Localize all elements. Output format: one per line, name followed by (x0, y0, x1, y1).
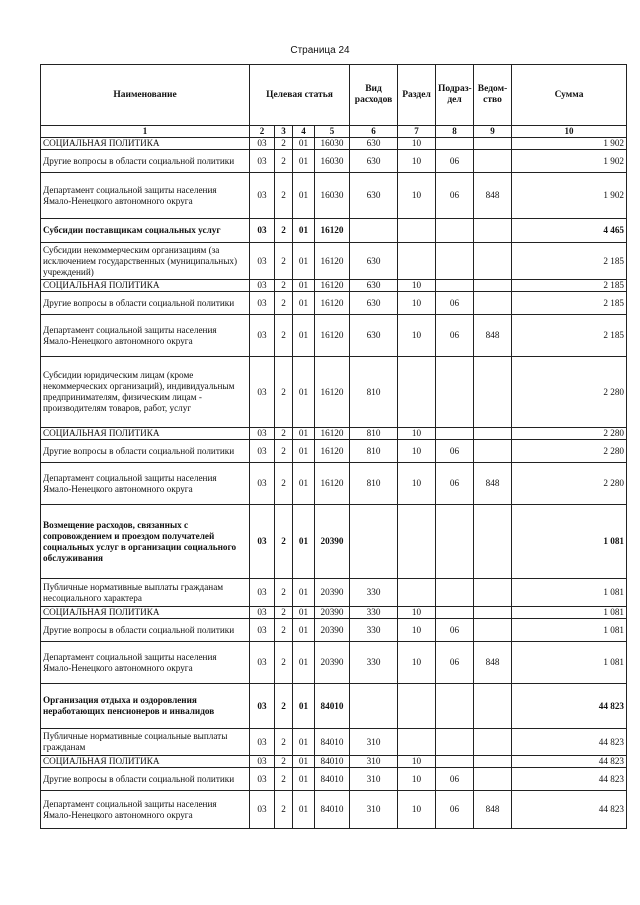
cell-code-2: 2 (275, 440, 293, 463)
cell-code-3: 01 (293, 173, 315, 219)
cell-vedomstvo (474, 292, 512, 315)
cell-vid: 630 (350, 173, 398, 219)
cell-razdel: 10 (398, 150, 436, 173)
table-row (41, 756, 627, 768)
cell-podrazdel (436, 357, 474, 428)
cell-code-4: 84010 (315, 684, 350, 729)
cell-podrazdel: 06 (436, 292, 474, 315)
cell-name: Департамент социальной защиты населения Ямало-Ненецкого автономного округа (41, 642, 250, 684)
cell-name: Субсидии юридическим лицам (кроме некоммерческих организаций), индивидуальным предпринимателям, физическим лицам - производителям товаров, работ, услуг (41, 357, 250, 428)
cell-vedomstvo (474, 505, 512, 579)
cell-podrazdel (436, 280, 474, 292)
cell-code-3: 01 (293, 292, 315, 315)
cell-podrazdel: 06 (436, 315, 474, 357)
cell-code-2: 2 (275, 138, 293, 150)
cell-podrazdel (436, 579, 474, 607)
cell-code-1: 03 (250, 173, 275, 219)
cell-code-4: 16030 (315, 138, 350, 150)
cell-podrazdel (436, 607, 474, 619)
cell-code-1: 03 (250, 428, 275, 440)
table-body (41, 138, 627, 829)
cell-vedomstvo: 848 (474, 642, 512, 684)
cell-summa: 44 823 (512, 756, 627, 768)
cell-code-3: 01 (293, 357, 315, 428)
cell-code-1: 03 (250, 280, 275, 292)
cell-name: СОЦИАЛЬНАЯ ПОЛИТИКА (41, 138, 250, 150)
cell-code-2: 2 (275, 315, 293, 357)
cell-code-4: 16120 (315, 219, 350, 243)
cell-code-4: 84010 (315, 756, 350, 768)
cell-code-3: 01 (293, 579, 315, 607)
cell-summa: 2 280 (512, 357, 627, 428)
cell-name: Департамент социальной защиты населения Ямало-Ненецкого автономного округа (41, 791, 250, 829)
cell-code-3: 01 (293, 791, 315, 829)
table-row (41, 357, 627, 428)
cell-code-1: 03 (250, 756, 275, 768)
cell-vedomstvo (474, 150, 512, 173)
cell-code-1: 03 (250, 357, 275, 428)
cell-code-4: 16030 (315, 150, 350, 173)
col-num: 3 (275, 126, 293, 138)
cell-name: Другие вопросы в области социальной политики (41, 440, 250, 463)
cell-vid: 330 (350, 579, 398, 607)
cell-name: СОЦИАЛЬНАЯ ПОЛИТИКА (41, 756, 250, 768)
cell-code-3: 01 (293, 684, 315, 729)
cell-code-3: 01 (293, 428, 315, 440)
cell-vedomstvo (474, 243, 512, 280)
col-num: 6 (350, 126, 398, 138)
cell-razdel: 10 (398, 607, 436, 619)
cell-code-4: 16120 (315, 315, 350, 357)
cell-code-2: 2 (275, 607, 293, 619)
cell-summa: 2 280 (512, 463, 627, 505)
cell-name: Другие вопросы в области социальной политики (41, 768, 250, 791)
header-podrazdel: Подраз-дел (436, 65, 474, 126)
cell-razdel (398, 505, 436, 579)
cell-summa: 44 823 (512, 791, 627, 829)
cell-summa: 2 185 (512, 292, 627, 315)
cell-summa: 44 823 (512, 729, 627, 756)
cell-code-3: 01 (293, 619, 315, 642)
cell-code-1: 03 (250, 642, 275, 684)
cell-summa: 4 465 (512, 219, 627, 243)
cell-code-3: 01 (293, 280, 315, 292)
cell-code-3: 01 (293, 463, 315, 505)
cell-vedomstvo (474, 138, 512, 150)
cell-code-3: 01 (293, 150, 315, 173)
col-num: 4 (293, 126, 315, 138)
table-row (41, 280, 627, 292)
table-row (41, 791, 627, 829)
col-num: 9 (474, 126, 512, 138)
cell-podrazdel (436, 505, 474, 579)
cell-podrazdel (436, 138, 474, 150)
cell-name: Другие вопросы в области социальной политики (41, 150, 250, 173)
cell-summa: 2 185 (512, 280, 627, 292)
table-row (41, 505, 627, 579)
cell-code-3: 01 (293, 243, 315, 280)
cell-razdel: 10 (398, 756, 436, 768)
cell-podrazdel: 06 (436, 791, 474, 829)
table-row (41, 243, 627, 280)
cell-code-2: 2 (275, 463, 293, 505)
cell-vid: 310 (350, 768, 398, 791)
cell-code-1: 03 (250, 607, 275, 619)
cell-summa: 2 280 (512, 428, 627, 440)
cell-razdel: 10 (398, 428, 436, 440)
cell-razdel: 10 (398, 768, 436, 791)
cell-summa: 1 081 (512, 619, 627, 642)
cell-summa: 1 081 (512, 579, 627, 607)
cell-name: Публичные нормативные социальные выплаты гражданам (41, 729, 250, 756)
header-summa: Сумма (512, 65, 627, 126)
table-row (41, 463, 627, 505)
cell-podrazdel (436, 243, 474, 280)
cell-vid: 630 (350, 243, 398, 280)
cell-razdel (398, 729, 436, 756)
cell-code-3: 01 (293, 729, 315, 756)
cell-vedomstvo (474, 619, 512, 642)
column-number-row (41, 126, 627, 138)
cell-podrazdel (436, 428, 474, 440)
cell-code-1: 03 (250, 619, 275, 642)
table-row (41, 607, 627, 619)
cell-code-1: 03 (250, 729, 275, 756)
cell-vedomstvo: 848 (474, 315, 512, 357)
cell-vid: 810 (350, 428, 398, 440)
cell-code-1: 03 (250, 243, 275, 280)
cell-code-2: 2 (275, 642, 293, 684)
cell-code-2: 2 (275, 768, 293, 791)
header-vedomstvo: Ведом-ство (474, 65, 512, 126)
cell-code-4: 20390 (315, 642, 350, 684)
cell-podrazdel: 06 (436, 642, 474, 684)
header-row (41, 65, 627, 126)
cell-name: Субсидии некоммерческим организациям (за исключением государственных (муниципальных) учреждений) (41, 243, 250, 280)
col-num: 10 (512, 126, 627, 138)
cell-code-1: 03 (250, 315, 275, 357)
cell-code-3: 01 (293, 219, 315, 243)
cell-vedomstvo (474, 428, 512, 440)
cell-name: СОЦИАЛЬНАЯ ПОЛИТИКА (41, 280, 250, 292)
cell-code-4: 16030 (315, 173, 350, 219)
cell-code-2: 2 (275, 428, 293, 440)
cell-code-1: 03 (250, 440, 275, 463)
cell-razdel (398, 243, 436, 280)
cell-name: Департамент социальной защиты населения Ямало-Ненецкого автономного округа (41, 315, 250, 357)
cell-code-4: 84010 (315, 729, 350, 756)
cell-code-3: 01 (293, 440, 315, 463)
cell-code-2: 2 (275, 219, 293, 243)
cell-summa: 1 081 (512, 642, 627, 684)
cell-code-3: 01 (293, 138, 315, 150)
cell-name: Другие вопросы в области социальной политики (41, 619, 250, 642)
cell-podrazdel (436, 756, 474, 768)
cell-podrazdel (436, 729, 474, 756)
table-row (41, 292, 627, 315)
cell-razdel: 10 (398, 791, 436, 829)
cell-vedomstvo: 848 (474, 791, 512, 829)
cell-vedomstvo (474, 768, 512, 791)
header-target: Целевая статья (250, 65, 350, 126)
cell-code-3: 01 (293, 505, 315, 579)
cell-summa: 1 081 (512, 505, 627, 579)
cell-razdel: 10 (398, 292, 436, 315)
cell-razdel: 10 (398, 440, 436, 463)
cell-name: Публичные нормативные выплаты гражданам несоциального характера (41, 579, 250, 607)
cell-vedomstvo (474, 357, 512, 428)
cell-podrazdel: 06 (436, 619, 474, 642)
cell-code-4: 16120 (315, 463, 350, 505)
cell-razdel (398, 357, 436, 428)
cell-code-2: 2 (275, 243, 293, 280)
cell-vid: 630 (350, 280, 398, 292)
cell-vedomstvo (474, 684, 512, 729)
table-row (41, 150, 627, 173)
table-row (41, 619, 627, 642)
cell-code-3: 01 (293, 315, 315, 357)
table-row (41, 642, 627, 684)
cell-code-3: 01 (293, 607, 315, 619)
cell-code-4: 16120 (315, 292, 350, 315)
cell-code-4: 16120 (315, 428, 350, 440)
cell-vid: 630 (350, 150, 398, 173)
cell-razdel (398, 579, 436, 607)
cell-vid: 630 (350, 292, 398, 315)
cell-vid: 630 (350, 138, 398, 150)
table-row (41, 440, 627, 463)
table-row (41, 219, 627, 243)
cell-podrazdel: 06 (436, 173, 474, 219)
cell-vid: 630 (350, 315, 398, 357)
col-num: 5 (315, 126, 350, 138)
cell-razdel: 10 (398, 619, 436, 642)
cell-vedomstvo (474, 280, 512, 292)
header-vid: Вид расходов (350, 65, 398, 126)
cell-vid: 310 (350, 729, 398, 756)
cell-code-2: 2 (275, 729, 293, 756)
col-num: 2 (250, 126, 275, 138)
cell-code-4: 20390 (315, 579, 350, 607)
cell-summa: 1 081 (512, 607, 627, 619)
table-row (41, 173, 627, 219)
cell-vedomstvo (474, 579, 512, 607)
cell-code-2: 2 (275, 173, 293, 219)
cell-code-4: 16120 (315, 243, 350, 280)
cell-code-3: 01 (293, 642, 315, 684)
cell-code-2: 2 (275, 684, 293, 729)
cell-razdel: 10 (398, 642, 436, 684)
col-num: 8 (436, 126, 474, 138)
cell-podrazdel (436, 219, 474, 243)
cell-name: Возмещение расходов, связанных с сопровождением и проездом получателей социальных услуг в организации социального обслуживания (41, 505, 250, 579)
cell-summa: 2 280 (512, 440, 627, 463)
table-row (41, 579, 627, 607)
cell-summa: 44 823 (512, 768, 627, 791)
cell-vid: 810 (350, 463, 398, 505)
cell-name: Другие вопросы в области социальной политики (41, 292, 250, 315)
cell-name: Департамент социальной защиты населения Ямало-Ненецкого автономного округа (41, 463, 250, 505)
cell-vid: 810 (350, 357, 398, 428)
cell-code-2: 2 (275, 756, 293, 768)
cell-razdel: 10 (398, 315, 436, 357)
cell-code-2: 2 (275, 791, 293, 829)
cell-summa: 2 185 (512, 315, 627, 357)
table-row (41, 315, 627, 357)
cell-vedomstvo (474, 756, 512, 768)
cell-vedomstvo (474, 729, 512, 756)
table-row (41, 729, 627, 756)
cell-code-4: 20390 (315, 505, 350, 579)
cell-vid: 330 (350, 607, 398, 619)
header-razdel: Раздел (398, 65, 436, 126)
cell-vid (350, 219, 398, 243)
cell-code-1: 03 (250, 138, 275, 150)
cell-name: Департамент социальной защиты населения Ямало-Ненецкого автономного округа (41, 173, 250, 219)
cell-razdel: 10 (398, 173, 436, 219)
cell-vid: 810 (350, 440, 398, 463)
cell-code-2: 2 (275, 292, 293, 315)
cell-vedomstvo (474, 607, 512, 619)
cell-code-4: 20390 (315, 619, 350, 642)
cell-code-4: 84010 (315, 791, 350, 829)
cell-code-4: 16120 (315, 357, 350, 428)
cell-code-2: 2 (275, 357, 293, 428)
cell-summa: 1 902 (512, 150, 627, 173)
cell-name: СОЦИАЛЬНАЯ ПОЛИТИКА (41, 607, 250, 619)
cell-razdel (398, 219, 436, 243)
cell-vedomstvo: 848 (474, 463, 512, 505)
cell-code-2: 2 (275, 150, 293, 173)
table-row (41, 428, 627, 440)
cell-vid (350, 505, 398, 579)
cell-vid: 310 (350, 791, 398, 829)
table-row (41, 684, 627, 729)
cell-vid: 330 (350, 619, 398, 642)
cell-code-3: 01 (293, 756, 315, 768)
cell-razdel: 10 (398, 280, 436, 292)
cell-razdel: 10 (398, 463, 436, 505)
page-number: Страница 24 (290, 45, 350, 56)
cell-summa: 1 902 (512, 173, 627, 219)
cell-code-1: 03 (250, 579, 275, 607)
budget-table (40, 64, 627, 829)
cell-summa: 44 823 (512, 684, 627, 729)
cell-podrazdel (436, 684, 474, 729)
cell-summa: 1 902 (512, 138, 627, 150)
cell-code-1: 03 (250, 768, 275, 791)
cell-name: СОЦИАЛЬНАЯ ПОЛИТИКА (41, 428, 250, 440)
cell-vid: 310 (350, 756, 398, 768)
cell-code-2: 2 (275, 280, 293, 292)
cell-code-1: 03 (250, 150, 275, 173)
cell-code-1: 03 (250, 219, 275, 243)
cell-code-3: 01 (293, 768, 315, 791)
col-num: 1 (41, 126, 250, 138)
cell-podrazdel: 06 (436, 463, 474, 505)
header-name: Наименование (41, 65, 250, 126)
cell-code-2: 2 (275, 505, 293, 579)
cell-code-1: 03 (250, 463, 275, 505)
cell-code-2: 2 (275, 579, 293, 607)
cell-code-1: 03 (250, 292, 275, 315)
cell-code-4: 84010 (315, 768, 350, 791)
cell-code-2: 2 (275, 619, 293, 642)
cell-code-1: 03 (250, 791, 275, 829)
cell-summa: 2 185 (512, 243, 627, 280)
cell-vedomstvo: 848 (474, 173, 512, 219)
cell-podrazdel: 06 (436, 150, 474, 173)
cell-name: Организация отдыха и оздоровления неработающих пенсионеров и инвалидов (41, 684, 250, 729)
cell-vedomstvo (474, 440, 512, 463)
table-row (41, 138, 627, 150)
col-num: 7 (398, 126, 436, 138)
cell-code-4: 16120 (315, 440, 350, 463)
cell-code-4: 16120 (315, 280, 350, 292)
cell-podrazdel: 06 (436, 768, 474, 791)
cell-vedomstvo (474, 219, 512, 243)
cell-code-1: 03 (250, 505, 275, 579)
cell-name: Субсидии поставщикам социальных услуг (41, 219, 250, 243)
cell-razdel (398, 684, 436, 729)
table-row (41, 768, 627, 791)
cell-code-4: 20390 (315, 607, 350, 619)
cell-podrazdel: 06 (436, 440, 474, 463)
cell-vid (350, 684, 398, 729)
cell-razdel: 10 (398, 138, 436, 150)
cell-code-1: 03 (250, 684, 275, 729)
cell-vid: 330 (350, 642, 398, 684)
